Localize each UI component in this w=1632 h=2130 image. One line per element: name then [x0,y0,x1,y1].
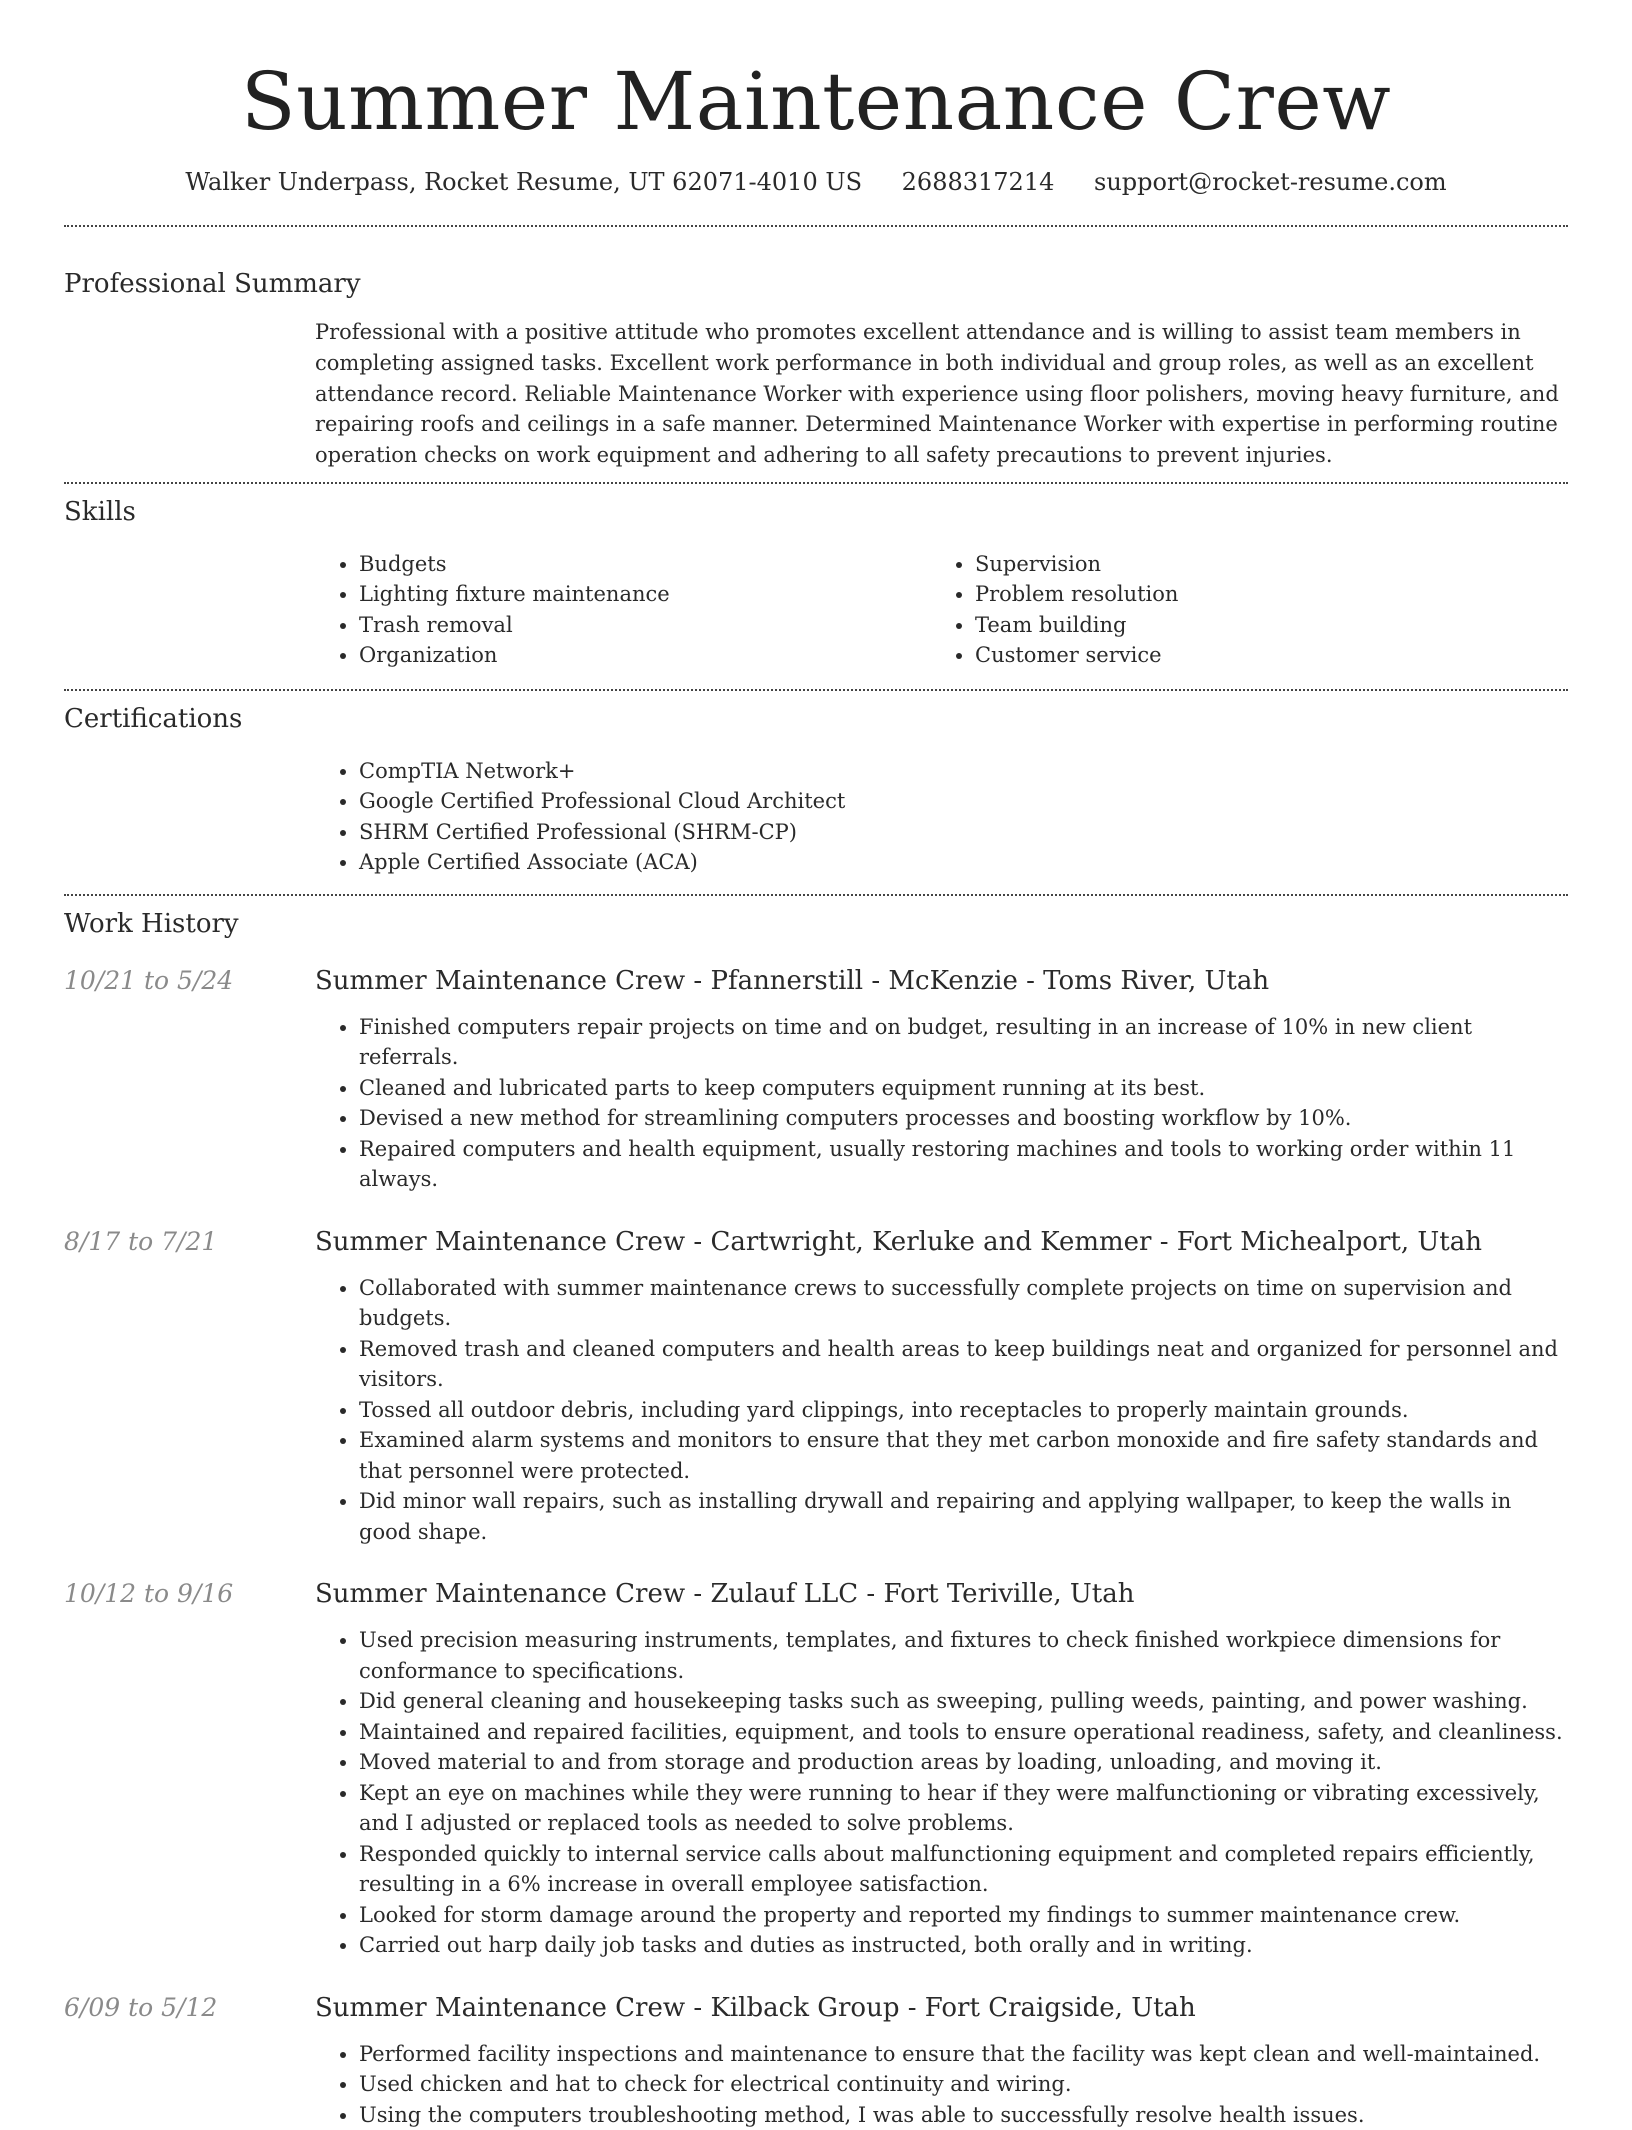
contact-line [64,164,1568,200]
candidate-name: Summer Maintenance Crew [240,55,1392,148]
job-dates: 8/17 to 7/21 [64,1226,218,1256]
certification-item: • Apple Certified Associate (ACA) [359,847,1568,878]
job-bullets [315,1625,1568,1961]
skill-item: • Supervision [975,549,1547,580]
skill-item: • Lighting fixture maintenance [359,579,931,610]
job-dates: 10/21 to 5/24 [64,965,234,995]
job-header [64,1991,1568,2025]
skills-list-right [931,549,1547,671]
job-dates: 10/12 to 9/16 [64,1579,234,1609]
skills-grid [315,549,1568,671]
section-divider [64,225,1568,227]
job-entry [64,1577,1568,1961]
skill-item: • Budgets [359,549,931,580]
skill-item: • Customer service [975,640,1547,671]
job-bullet: • Did minor wall repairs, such as installing drywall and repairing and applying wallpaper, to keep the walls in good shape. [359,1486,1568,1547]
job-bullets [315,1273,1568,1548]
skill-item: • Problem resolution [975,579,1547,610]
summary-section [64,267,1568,471]
certification-item: • Google Certified Professional Cloud Architect [359,786,1568,817]
job-body [315,1625,1568,1961]
job-bullets [315,2039,1568,2130]
job-body [315,1012,1568,1195]
skills-section [64,495,1568,671]
resume-page [64,0,1568,2130]
certifications-body [315,756,1568,878]
job-title: Summer Maintenance Crew - Pfannerstill - McKenzie - Toms River, Utah [315,965,1270,996]
job-bullet: • Using the computers troubleshooting method, I was able to successfully resolve health issues. [359,2100,1568,2130]
job-body [315,1273,1568,1548]
job-bullet: • Devised a new method for streamlining computers processes and boosting workflow by 10%. [359,1103,1568,1134]
job-bullet: • Examined alarm systems and monitors to ensure that they met carbon monoxide and fire safety standards and that personnel were protected. [359,1425,1568,1486]
section-divider [64,894,1568,896]
certifications-list [315,756,1568,878]
certifications-heading: Certifications [64,703,243,734]
job-bullet: • Cleaned and lubricated parts to keep computers equipment running at its best. [359,1073,1568,1104]
summary-text: Professional with a positive attitude who promotes excellent attendance and is willing to assist team members in completing assigned tasks. Excellent work performance in both individual and group roles, as well as an excellent attendance record. Reliable Maintenance Worker with experience using floor polishers, moving heavy furniture, and repairing roofs and ceilings in a safe manner. Determined Maintenance Worker with expertise in performing routine operation checks on work equipment and adhering to all safety precautions to prevent injuries. [315,320,1559,468]
job-title: Summer Maintenance Crew - Cartwright, Kerluke and Kemmer - Fort Michealport, Utah [315,1226,1482,1257]
job-entry [64,964,1568,1195]
job-entry [64,1225,1568,1548]
job-bullet: • Repaired computers and health equipment, usually restoring machines and tools to working order within 11 always. [359,1134,1568,1195]
section-divider [64,482,1568,484]
job-body [315,2039,1568,2130]
certification-item: • SHRM Certified Professional (SHRM-CP) [359,817,1568,848]
job-header [64,1577,1568,1611]
job-bullet: • Performed facility inspections and maintenance to ensure that the facility was kept clean and well-maintained. [359,2039,1568,2070]
job-bullet: • Finished computers repair projects on time and on budget, resulting in an increase of 10% in new client referrals. [359,1012,1568,1073]
job-bullet: • Looked for storm damage around the property and reported my findings to summer maintenance crew. [359,1900,1568,1931]
work-history-section [64,907,1568,2130]
job-bullet: • Responded quickly to internal service calls about malfunctioning equipment and completed repairs efficiently, resulting in a 6% increase in overall employee satisfaction. [359,1839,1568,1900]
job-dates: 6/09 to 5/12 [64,1992,218,2022]
job-bullet: • Kept an eye on machines while they were running to hear if they were malfunctioning or vibrating excessively, and I adjusted or replaced tools as needed to solve problems. [359,1778,1568,1839]
contact-email: support@rocket-resume.com [1094,168,1447,196]
job-bullet: • Used precision measuring instruments, templates, and fixtures to check finished workpiece dimensions for conformance to specifications. [359,1625,1568,1686]
job-title: Summer Maintenance Crew - Zulauf LLC - Fort Teriville, Utah [315,1579,1135,1610]
job-bullet: • Carried out harp daily job tasks and duties as instructed, both orally and in writing. [359,1930,1568,1961]
section-divider [64,689,1568,691]
job-bullet: • Removed trash and cleaned computers and health areas to keep buildings neat and organized for personnel and visitors. [359,1334,1568,1395]
job-bullets [315,1012,1568,1195]
skill-item: • Organization [359,640,931,671]
certification-item: • CompTIA Network+ [359,756,1568,787]
job-bullet: • Tossed all outdoor debris, including yard clippings, into receptacles to properly maintain grounds. [359,1395,1568,1426]
skill-item: • Trash removal [359,610,931,641]
job-title: Summer Maintenance Crew - Kilback Group - Fort Craigside, Utah [315,1992,1196,2023]
contact-phone: 2688317214 [901,168,1055,196]
skills-list-left [315,549,931,671]
job-bullet: • Did general cleaning and housekeeping tasks such as sweeping, pulling weeds, painting, and power washing. [359,1686,1568,1717]
job-bullet: • Used chicken and hat to check for electrical continuity and wiring. [359,2069,1568,2100]
job-header [64,1225,1568,1259]
summary-heading: Professional Summary [64,269,361,299]
job-bullet: • Collaborated with summer maintenance crews to successfully complete projects on time on supervision and budgets. [359,1273,1568,1334]
job-bullet: • Maintained and repaired facilities, equipment, and tools to ensure operational readiness, safety, and cleanliness. [359,1717,1568,1748]
skill-item: • Team building [975,610,1547,641]
work-history-heading: Work History [64,908,239,939]
job-entry [64,1991,1568,2130]
summary-body [315,317,1568,471]
certifications-section [64,702,1568,878]
skills-heading: Skills [64,496,136,527]
contact-address: Walker Underpass, Rocket Resume, UT 62071-4010 US [185,168,863,196]
job-header [64,964,1568,998]
job-bullet: • Moved material to and from storage and production areas by loading, unloading, and moving it. [359,1747,1568,1778]
